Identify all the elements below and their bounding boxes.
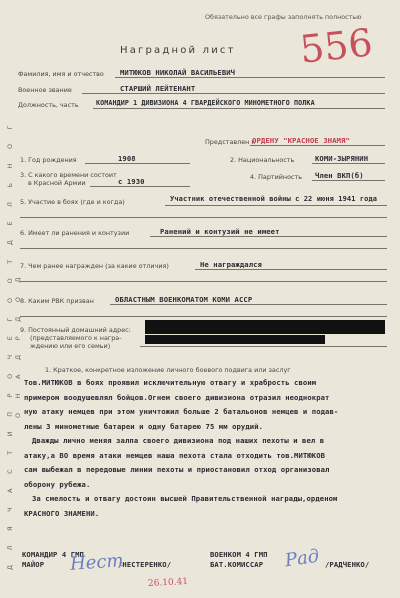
nationality-label: 2. Национальность <box>230 156 295 164</box>
address-label-c: ждению или его семьи) <box>30 342 111 350</box>
battles-label: 5. Участие в боях (где и когда) <box>20 198 125 206</box>
underline <box>110 304 387 305</box>
battles-value: Участник отечественной войны с 22 июня 1941 года <box>170 195 378 203</box>
commissar-rank: БАТ.КОМИССАР <box>210 560 264 569</box>
underline <box>82 93 385 94</box>
nationality-value: КОМИ-ЗЫРЯНИН <box>315 154 369 163</box>
wounds-label: 6. Имеет ли ранения и контузии <box>20 229 130 237</box>
body-line: атаку,а ВО время атаки немцев наша пехота стала отходить тов.МИТЮКОВ <box>24 450 326 460</box>
underline <box>20 248 387 249</box>
party-label: 4. Партийность <box>250 173 303 181</box>
birth-year-label: 1. Год рождения <box>20 156 77 164</box>
prior-awards-value: Не награждался <box>200 260 262 269</box>
body-line: лены 3 минометные батареи и одну батарею 75 мм орудий. <box>24 421 264 431</box>
body-line: За смелость и отвагу достоин высшей Правительственной награды,орденом <box>32 494 338 503</box>
address-label: 9. Постоянный домашний адрес: <box>20 326 131 334</box>
name-label: Фамилия, имя и отчество <box>18 70 104 78</box>
address-label-b: (представляемого к награ- <box>30 334 122 342</box>
presented-value: ОРДЕНУ "КРАСНОЕ ЗНАМЯ" <box>252 136 350 145</box>
commissar-title: ВОЕНКОМ 4 ГМП <box>210 550 268 559</box>
side-vertical-text: Д Л Я Ч А С Т И П Р О Ч Е Г О О Т Д Е Л Ь Н О Г О Н А Д Р Д О Д <box>6 119 22 571</box>
body-line: примером воодушевлял бойцов.Огнем своего дивизиона отразил неоднократ <box>24 392 330 402</box>
commissar-signature: Рад <box>283 545 321 572</box>
body-line: Тов.МИТЮКОВ в боях проявил исключительную отвагу и храбрость своим <box>24 378 317 387</box>
page-title: Наградной лист <box>120 45 236 56</box>
rank-label: Военное звание <box>18 86 72 94</box>
header-note: Обязательно все графы заполнять полностью <box>205 13 362 21</box>
underline <box>195 269 387 270</box>
summary-label: 1. Краткое, конкретное изложение личного боевого подвига или заслуг <box>45 366 291 374</box>
underline <box>312 163 385 164</box>
rank-value: СТАРШИЙ ЛЕЙТЕНАНТ <box>120 84 196 93</box>
wounds-value: Ранений и контузий не имеет <box>160 227 280 236</box>
position-value: КОМАНДИР 1 ДИВИЗИОНА 4 ГВАРДЕЙСКОГО МИНОМЕТНОГО ПОЛКА <box>96 99 315 107</box>
commander-title: КОМАНДИР 4 ГМП <box>22 550 84 559</box>
stamp-number: 556 <box>297 20 375 72</box>
underline <box>20 316 387 317</box>
underline <box>85 163 190 164</box>
summary-body <box>24 378 389 523</box>
commander-signature: Нест <box>69 550 125 575</box>
redaction-bar <box>145 320 385 334</box>
service-since-label: 3. С какого времени состоит <box>20 171 117 179</box>
commissar-name: /РАДЧЕНКО/ <box>325 560 370 569</box>
underline <box>140 346 387 347</box>
body-line: КРАСНОГО ЗНАМЕНИ. <box>24 508 100 518</box>
name-value: МИТЮКОВ НИКОЛАЙ ВАСИЛЬЕВИЧ <box>120 68 236 77</box>
underline <box>115 77 385 78</box>
underline <box>93 108 385 109</box>
position-label: Должность, часть <box>18 101 79 109</box>
body-line: сам выбежал в передовые линии пехоты и приостановил отход организовал <box>24 465 330 474</box>
commander-rank: МАЙОР <box>22 560 45 569</box>
service-since-value: с 1930 <box>118 177 145 186</box>
body-line: оборону рубежа. <box>24 479 91 489</box>
redaction-bar <box>145 335 325 344</box>
underline <box>250 145 385 146</box>
party-value: Член ВКП(б) <box>315 171 364 180</box>
commander-name: /НЕСТЕРЕНКО/ <box>118 560 172 569</box>
underline <box>20 281 387 282</box>
presented-label: Представлен к <box>205 138 256 146</box>
underline <box>150 236 387 237</box>
underline <box>90 186 190 187</box>
service-since-label-b: в Красной Армии <box>28 179 86 187</box>
birth-year-value: 1908 <box>118 154 136 163</box>
body-line: Дважды лично меняя залпа своего дивизиона под наших пехоты и вел в <box>32 436 325 445</box>
underline <box>20 217 387 218</box>
handwritten-date: 26.10.41 <box>147 576 189 590</box>
draft-office-value: ОБЛАСТНЫМ ВОЕНКОМАТОМ КОМИ АССР <box>115 295 253 304</box>
underline <box>312 180 385 181</box>
prior-awards-label: 7. Чем ранее награжден (за какие отличия) <box>20 262 169 270</box>
underline <box>165 205 387 206</box>
draft-office-label: 8. Каким РВК призван <box>20 297 94 305</box>
body-line: ную атаку немцев при этом уничтожил больше 2 батальонов немцев и подав- <box>24 407 339 416</box>
